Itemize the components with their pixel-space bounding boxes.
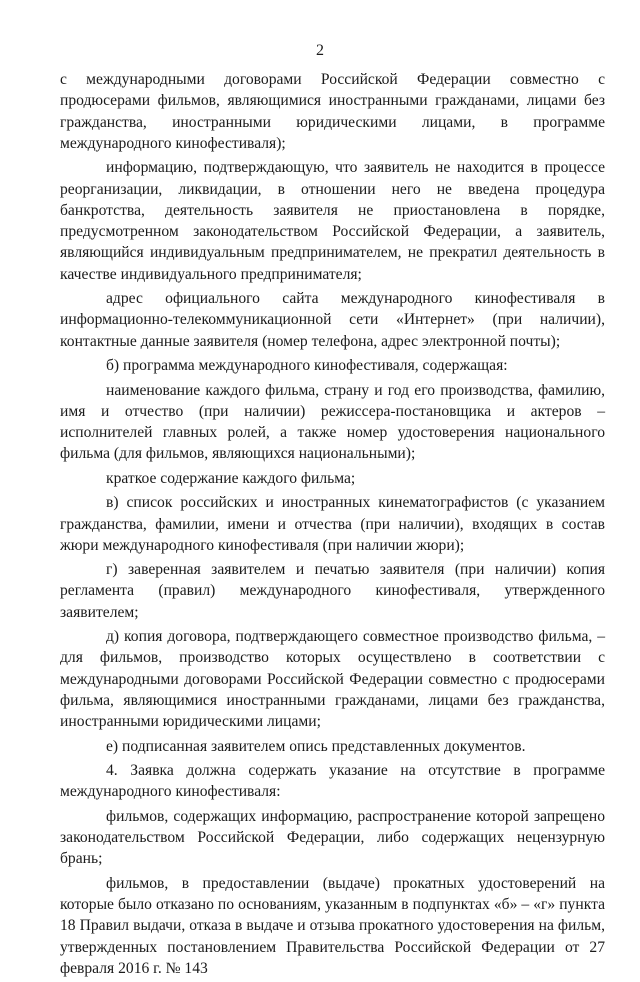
paragraph-film-names: наименование каждого фильма, страну и год его производства, фамилию, имя и отчество (при наличии) режиссера-постановщика и актеров – исполнителей главных ролей, а также номер удостоверения национального фильма (для фильмов, являющихся национальными); <box>60 381 605 463</box>
paragraph-item-b: б) программа международного кинофестиваля, содержащая: <box>106 357 508 375</box>
document-body <box>60 69 605 982</box>
paragraph-item-e: е) подписанная заявителем опись представленных документов. <box>106 737 526 755</box>
paragraph-item-v: в) список российских и иностранных кинематографистов (с указанием гражданства, фамилии, имени и отчества (при наличии), входящих в состав жюри международного кинофестиваля (при наличии жюри); <box>60 494 605 554</box>
paragraph-item-g: г) заверенная заявителем и печатью заявителя (при наличии) копия регламента (правил) международного кинофестиваля, утвержденного заявителем; <box>60 561 605 621</box>
paragraph-reorganization-info: информацию, подтверждающую, что заявитель не находится в процессе реорганизации, ликвидации, в отношении него не введена процедура банкротства, деятельность заявителя не приостановлена в порядке, предусмотренном законодательством Российской Федерации, а заявитель, являющийся индивидуальным предпринимателем, не прекратил деятельность в качестве индивидуального предпринимателя; <box>60 159 605 283</box>
paragraph-item-d: д) копия договора, подтверждающего совместное производство фильма, – для фильмов, производство которых осуществлено в соответствии с международными договорами Российской Федерации совместно с продюсерами фильма, являющимися иностранными гражданами, лицами без гражданства, иностранными юридическими лицами; <box>60 628 605 731</box>
paragraph-website-address: адрес официального сайта международного кинофестиваля в информационно-телекоммуникационной сети «Интернет» (при наличии), контактные данные заявителя (номер телефона, адрес электронной почты); <box>60 290 605 350</box>
paragraph-film-summary: краткое содержание каждого фильма; <box>106 469 356 487</box>
paragraph-prohibited-info: фильмов, содержащих информацию, распространение которой запрещено законодательством Российской Федерации, либо содержащих нецензурную брань; <box>60 807 605 868</box>
paragraph-refused-certificates: фильмов, в предоставлении (выдаче) прокатных удостоверений на которые было отказано по основаниям, указанным в подпунктах «б» – «г» пункта 18 Правил выдачи, отказа в выдаче и отзыва прокатного удостоверения на фильм, утвержденных постановлением Правительства Российской Федерации от 27 февраля 2016 г. № 143 <box>60 874 605 977</box>
paragraph-section-4: 4. Заявка должна содержать указание на отсутствие в программе международного кинофестиваля: <box>60 762 605 801</box>
paragraph-continuation: с международными договорами Российской Федерации совместно с продюсерами фильмов, являющимися иностранными гражданами, лицами без гражданства, иностранными юридическими лицами, в программе международного кинофестиваля); <box>60 71 605 152</box>
page-number: 2 <box>316 42 324 59</box>
